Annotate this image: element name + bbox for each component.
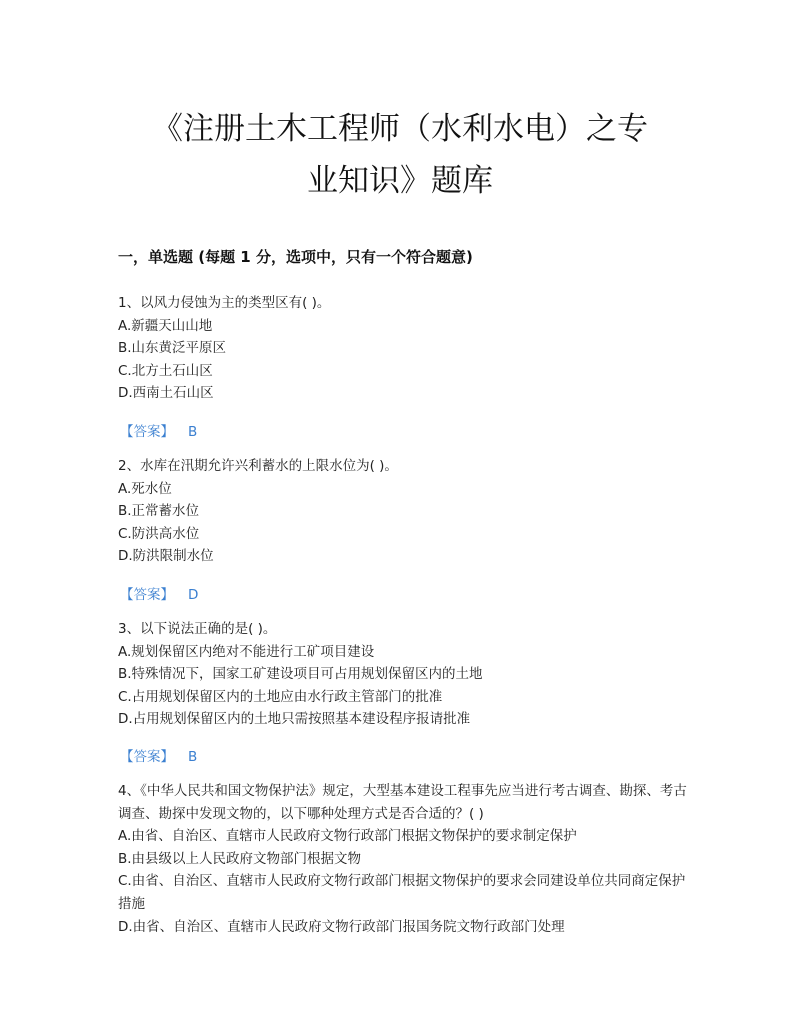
answer-value: D [188, 587, 199, 603]
document-title [110, 103, 690, 207]
answer-label: 【答案】 [120, 587, 174, 603]
option-d: D.防洪限制水位 [118, 548, 214, 565]
question-text: 3、以下说法正确的是( )。 [118, 621, 277, 637]
question-block-1 [118, 292, 688, 405]
option-d: D.由省、自治区、直辖市人民政府文物行政部门报国务院文物行政部门处理 [118, 918, 565, 935]
option-d: D.占用规划保留区内的土地只需按照基本建设程序报请批准 [118, 711, 471, 728]
option-c: C.由省、自治区、直辖市人民政府文物行政部门根据文物保护的要求会同建设单位共同商定保护措施 [118, 873, 686, 912]
option-b: B.特殊情况下，国家工矿建设项目可占用规划保留区内的土地 [118, 666, 483, 683]
answer-line-2 [120, 583, 198, 603]
question-block-3 [118, 618, 688, 731]
option-d: D.西南土石山区 [118, 385, 214, 402]
question-text: 1、以风力侵蚀为主的类型区有( )。 [118, 295, 331, 311]
question-block-4 [118, 780, 688, 938]
question-text: 2、水库在汛期允许兴利蓄水的上限水位为( )。 [118, 458, 398, 474]
option-a: A.规划保留区内绝对不能进行工矿项目建设 [118, 643, 375, 660]
answer-value: B [188, 749, 198, 765]
option-a: A.由省、自治区、直辖市人民政府文物行政部门根据文物保护的要求制定保护 [118, 828, 577, 845]
answer-line-3 [120, 745, 197, 765]
option-c: C.占用规划保留区内的土地应由水行政主管部门的批准 [118, 688, 443, 705]
option-c: C.防洪高水位 [118, 525, 200, 542]
answer-label: 【答案】 [120, 749, 174, 765]
option-a: A.死水位 [118, 480, 172, 497]
option-b: B.山东黄泛平原区 [118, 340, 227, 357]
document-title-line-1: 《注册土木工程师（水利水电）之专 [152, 111, 648, 147]
option-b: B.由县级以上人民政府文物部门根据文物 [118, 850, 362, 867]
option-c: C.北方土石山区 [118, 362, 213, 379]
section-heading: 一，单选题 (每题 1 分，选项中，只有一个符合题意) [118, 248, 473, 266]
question-text: 4、《中华人民共和国文物保护法》规定，大型基本建设工程事先应当进行考古调查、勘探、考古调查、勘探中发现文物的，以下哪种处理方式是否合适的？( ) [118, 783, 687, 822]
option-a: A.新疆天山山地 [118, 317, 213, 334]
answer-value: B [188, 424, 198, 440]
question-block-2 [118, 455, 688, 568]
document-title-line-2: 业知识》题库 [307, 163, 493, 199]
answer-line-1 [120, 420, 197, 440]
option-b: B.正常蓄水位 [118, 503, 200, 520]
answer-label: 【答案】 [120, 424, 174, 440]
